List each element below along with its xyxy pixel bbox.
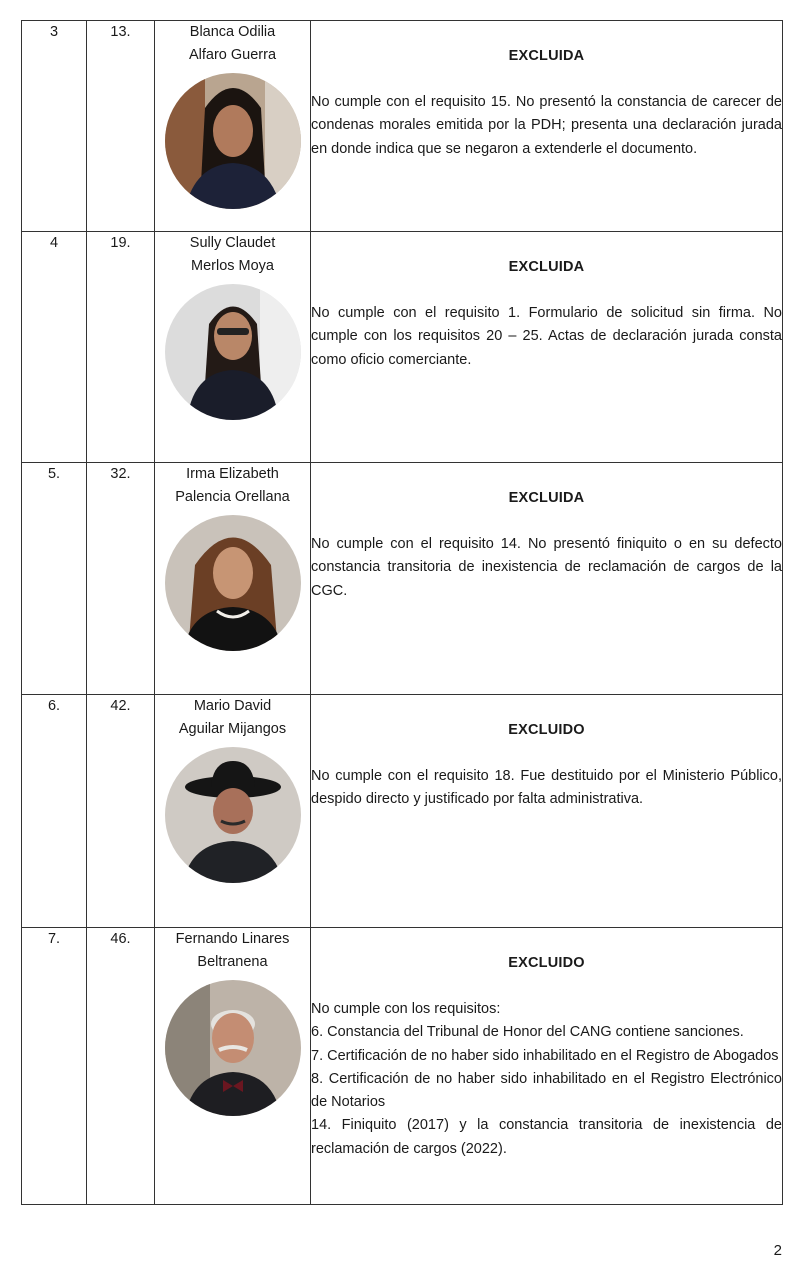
candidate-name-line1: Mario David (193, 698, 272, 714)
candidate-cell (155, 232, 311, 463)
candidate-name-line1: Sully Claudet (189, 235, 276, 251)
table-row (22, 21, 783, 232)
row-number: 6. (22, 695, 87, 928)
candidate-code: 13. (87, 21, 155, 232)
candidate-code: 42. (87, 695, 155, 928)
status-description: No cumple con el requisito 15. No presentó la constancia de carecer de condenas morales emitida por la PDH; presenta una declaración jurada en donde indica que se negaron a extenderle el documento. (311, 94, 782, 157)
candidate-photo (165, 980, 301, 1116)
candidate-cell (155, 928, 311, 1205)
table-row (22, 232, 783, 463)
requirement-item: 6. Constancia del Tribunal de Honor del CANG contiene sanciones. (311, 1024, 744, 1041)
candidate-cell (155, 21, 311, 232)
status-label: EXCLUIDA (508, 48, 585, 64)
status-description: No cumple con el requisito 1. Formulario de solicitud sin firma. No cumple con los requisitos 20 – 25. Actas de declaración jurada consta como oficio comerciante. (311, 305, 782, 368)
requirements-intro: No cumple con los requisitos: (311, 1001, 501, 1017)
requirement-item: 14. Finiquito (2017) y la constancia transitoria de inexistencia de reclamación de cargos (2022). (311, 1117, 782, 1157)
candidate-cell (155, 695, 311, 928)
candidate-code: 32. (87, 463, 155, 695)
candidate-code: 19. (87, 232, 155, 463)
table-row (22, 695, 783, 928)
candidate-name-line1: Irma Elizabeth (186, 466, 279, 482)
candidate-name-line2: Beltranena (197, 954, 268, 970)
candidate-name-line2: Palencia Orellana (175, 489, 290, 505)
candidate-photo (165, 515, 301, 651)
table-row (22, 463, 783, 695)
status-cell (311, 463, 783, 695)
candidate-name-line2: Alfaro Guerra (188, 47, 277, 63)
candidate-photo (165, 284, 301, 420)
status-label: EXCLUIDA (508, 490, 585, 506)
candidate-photo (165, 73, 301, 209)
status-label: EXCLUIDO (508, 722, 585, 738)
requirements-list (311, 998, 782, 1161)
status-description: No cumple con el requisito 18. Fue destituido por el Ministerio Público, despido directo y justificado por falta administrativa. (311, 768, 782, 808)
page-number: 2 (773, 1242, 782, 1259)
table-row (22, 928, 783, 1205)
candidate-name-line2: Merlos Moya (191, 258, 274, 274)
candidate-cell (155, 463, 311, 695)
status-label: EXCLUIDA (508, 259, 585, 275)
status-cell (311, 232, 783, 463)
row-number: 5. (22, 463, 87, 695)
candidate-photo (165, 747, 301, 883)
row-number: 4 (22, 232, 87, 463)
status-cell (311, 695, 783, 928)
requirement-item: 8. Certificación de no haber sido inhabilitado en el Registro Electrónico de Notarios (311, 1070, 782, 1111)
status-description: No cumple con el requisito 14. No presentó finiquito o en su defecto constancia transitoria de inexistencia de reclamación de cargos de la CGC. (311, 536, 782, 599)
candidates-table (21, 20, 783, 1205)
candidate-name-line1: Blanca Odilia (189, 24, 276, 40)
status-cell (311, 21, 783, 232)
requirement-item: 7. Certificación de no haber sido inhabilitado en el Registro de Abogados (311, 1047, 779, 1064)
status-cell (311, 928, 783, 1205)
candidate-name-line1: Fernando Linares (175, 931, 290, 947)
candidate-code: 46. (87, 928, 155, 1205)
row-number: 7. (22, 928, 87, 1205)
candidate-name-line2: Aguilar Mijangos (178, 721, 287, 737)
status-label: EXCLUIDO (508, 955, 585, 971)
row-number: 3 (22, 21, 87, 232)
